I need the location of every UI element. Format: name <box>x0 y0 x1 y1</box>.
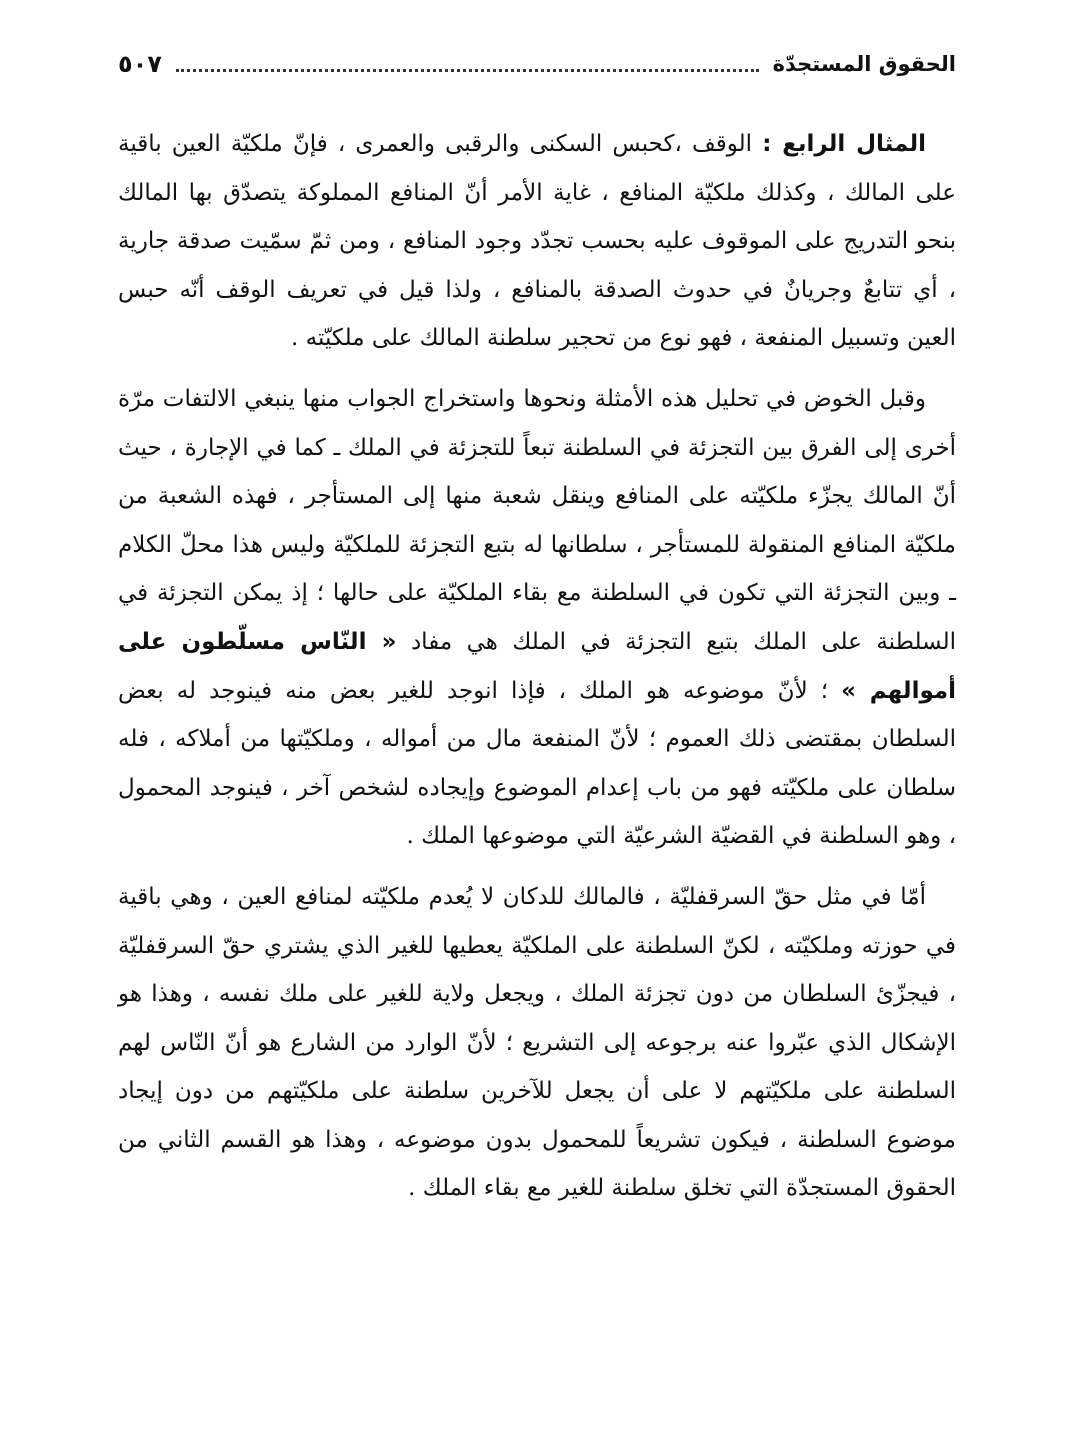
example-heading: المثال الرابع : <box>762 131 926 157</box>
paragraph-text: الوقف ،كحبس السكنى والرقبى والعمرى ، فإنّ ملكيّة العين باقية على المالك ، وكذلك ملكيّة المنافع ، غاية الأمر أنّ المنافع المملوكة يتصدّق بها المالك بنحو التدريج على الموقوف عليه بحسب تجدّد وجود المنافع ، ومن ثمّ سمّيت صدقة جارية ، أي تتابعٌ وجريانٌ في حدوث الصدقة بالمنافع ، ولذا قيل في تعريف الوقف أنّه حبس العين وتسبيل المنفعة ، فهو نوع من تحجير سلطنة المالك على ملكيّته . <box>118 131 956 352</box>
paragraph-sarqafliyya <box>118 873 956 1213</box>
running-header <box>118 44 956 84</box>
paragraph-text: أمّا في مثل حقّ السرقفليّة ، فالمالك للدكان لا يُعدم ملكيّته لمنافع العين ، وهي باقية في حوزته وملكيّته ، لكنّ السلطنة على الملكيّة يعطيها للغير الذي يشتري حقّ السرقفليّة ، فيجزّئ السلطان من دون تجزئة الملك ، ويجعل ولاية للغير على ملك نفسه ، وهذا هو الإشكال الذي عبّروا عنه برجوعه إلى التشريع ؛ لأنّ الوارد من الشارع هو أنّ النّاس لهم السلطنة على ملكيّتهم لا على أن يجعل للآخرين سلطنة على ملكيّتهم من دون إيجاد موضوع السلطنة ، فيكون تشريعاً للمحمول بدون موضوعه ، وهذا هو القسم الثاني من الحقوق المستجدّة التي تخلق سلطنة للغير مع بقاء الملك . <box>118 883 956 1202</box>
body-text <box>118 120 956 1213</box>
paragraph-fourth-example <box>118 120 956 363</box>
page-number: ٥٠٧ <box>118 50 162 78</box>
book-page <box>118 34 956 1414</box>
running-title: الحقوق المستجدّة <box>772 52 956 76</box>
hadith-quote: « النّاس مسلّطون على أموالهم » <box>118 628 956 704</box>
paragraph-text: ؛ لأنّ موضوعه هو الملك ، فإذا انوجد للغير بعض منه فينوجد له بعض السلطان بمقتضى ذلك العموم ؛ لأنّ المنفعة مال من أمواله ، وملكيّتها من أملاكه ، فله سلطان على ملكيّته فهو من باب إعدام الموضوع وإيجاده لشخص آخر ، فينوجد المحمول ، وهو السلطنة في القضيّة الشرعيّة التي موضوعها الملك . <box>118 677 956 850</box>
dot-leader <box>176 69 759 72</box>
paragraph-analysis <box>118 375 956 861</box>
paragraph-text: وقبل الخوض في تحليل هذه الأمثلة ونحوها واستخراج الجواب منها ينبغي الالتفات مرّة أخرى إلى الفرق بين التجزئة في السلطنة تبعاً للتجزئة في الملك ـ كما في الإجارة ، حيث أنّ المالك يجزّء ملكيّته على المنافع وينقل شعبة منها إلى المستأجر ، فهذه الشعبة من ملكيّة المنافع المنقولة للمستأجر ، سلطانها له بتبع التجزئة للملكيّة وليس هذا محلّ الكلام ـ وبين التجزئة التي تكون في السلطنة مع بقاء الملكيّة على حالها ؛ إذ يمكن التجزئة في السلطنة على الملك بتبع التجزئة في الملك هي مفاد <box>118 385 956 655</box>
